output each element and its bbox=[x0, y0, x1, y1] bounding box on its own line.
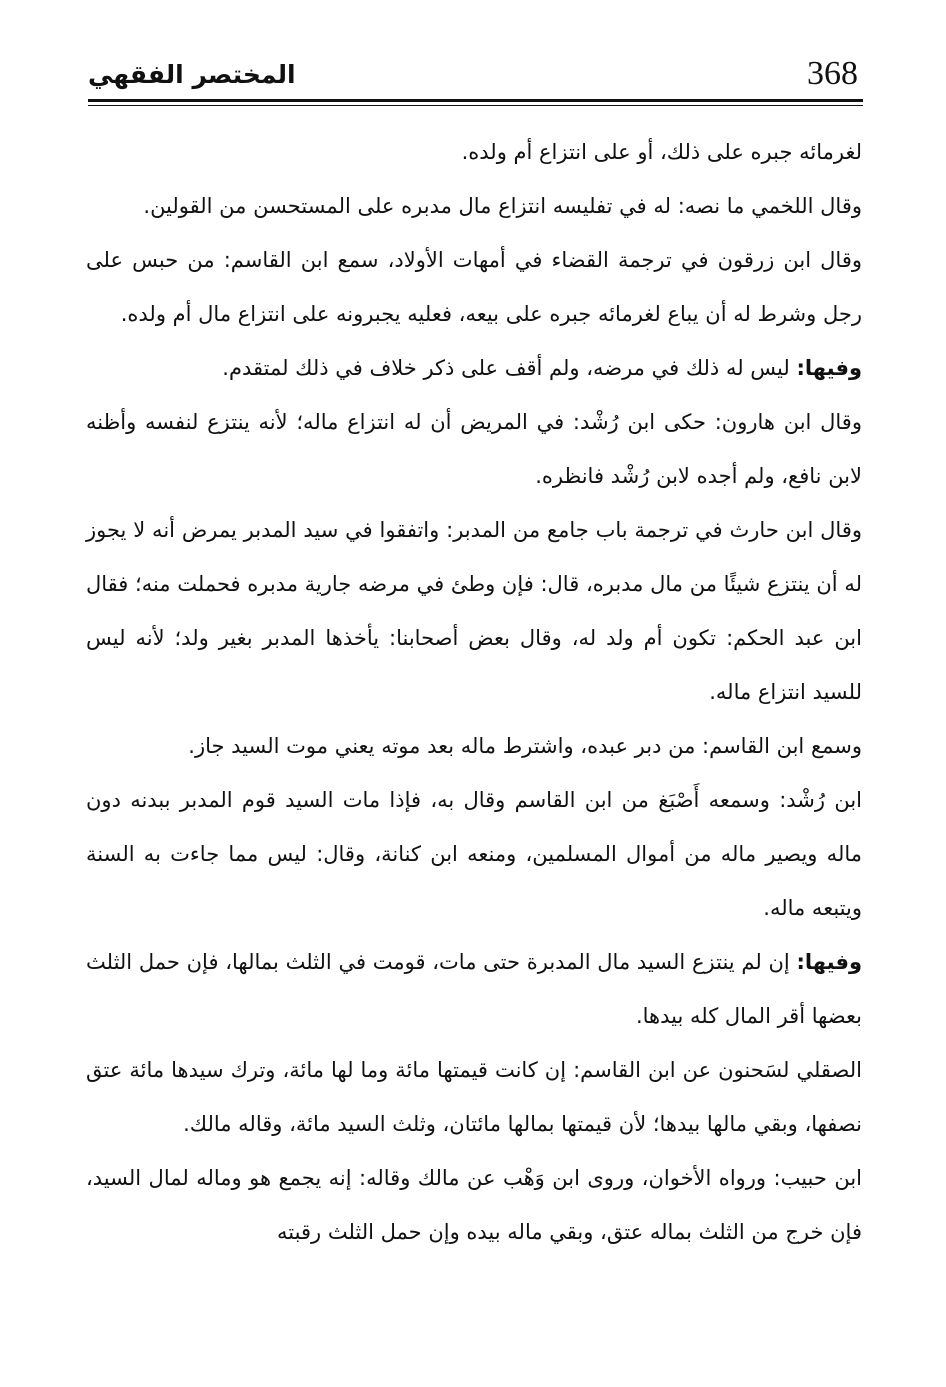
paragraph bbox=[86, 773, 862, 935]
paragraph-text: لغرمائه جبره على ذلك، أو على انتزاع أم ولده. bbox=[461, 140, 862, 164]
paragraph-lead: وفيها: bbox=[796, 950, 862, 974]
paragraph bbox=[86, 503, 862, 719]
header-rule-thick bbox=[88, 99, 863, 102]
paragraph bbox=[86, 1043, 862, 1151]
page-number: 368 bbox=[807, 55, 858, 92]
paragraph-text: الصقلي لسَحنون عن ابن القاسم: إن كانت قيمتها مائة وما لها مائة، وترك سيدها مائة عتق نصفها، وبقي مالها بيدها؛ لأن قيمتها بمالها مائتان، وثلث السيد مائة، وقاله مالك. bbox=[86, 1058, 862, 1136]
paragraph bbox=[86, 395, 862, 503]
paragraph bbox=[86, 341, 862, 395]
paragraph-text: ابن حبيب: ورواه الأخوان، وروى ابن وَهْب عن مالك وقاله: إنه يجمع هو وماله لمال السيد، فإن خرج من الثلث بماله عتق، وبقي ماله بيده وإن حمل الثلث رقبته bbox=[86, 1166, 862, 1244]
paragraph-text: وقال ابن زرقون في ترجمة القضاء في أمهات الأولاد، سمع ابن القاسم: من حبس على رجل وشرط له أن يباع لغرمائه جبره على بيعه، فعليه يجبرونه على انتزاع مال أم ولده. bbox=[86, 248, 862, 326]
paragraph-text: وقال ابن هارون: حكى ابن رُشْد: في المريض أن له انتزاع ماله؛ لأنه ينتزع لنفسه وأظنه لابن نافع، ولم أجده لابن رُشْد فانظره. bbox=[86, 410, 862, 488]
paragraph bbox=[86, 935, 862, 1043]
paragraph-text: ليس له ذلك في مرضه، ولم أقف على ذكر خلاف في ذلك لمتقدم. bbox=[222, 356, 797, 380]
running-title: المختصر الفقهي bbox=[88, 60, 296, 89]
paragraph-text: وقال ابن حارث في ترجمة باب جامع من المدبر: واتفقوا في سيد المدبر يمرض أنه لا يجوز له أن ينتزع شيئًا من مال مدبره، قال: فإن وطئ في مرضه جارية مدبره فحملت منه؛ فقال ابن عبد الحكم: تكون أم ولد له، وقال بعض أصحابنا: يأخذها المدبر بغير ولد؛ لأنه ليس للسيد انتزاع ماله. bbox=[86, 518, 862, 704]
paragraph-text: ابن رُشْد: وسمعه أَصْبَغ من ابن القاسم وقال به، فإذا مات السيد قوم المدبر ببدنه دون ماله ويصير ماله من أموال المسلمين، ومنعه ابن كنانة، وقال: ليس مما جاءت به السنة ويتبعه ماله. bbox=[86, 788, 862, 920]
paragraph-text: إن لم ينتزع السيد مال المدبرة حتى مات، قومت في الثلث بمالها، فإن حمل الثلث بعضها أقر المال كله بيدها. bbox=[86, 950, 862, 1028]
paragraph bbox=[86, 179, 862, 233]
page-header bbox=[88, 50, 860, 98]
paragraph-text: وقال اللخمي ما نصه: له في تفليسه انتزاع مال مدبره على المستحسن من القولين. bbox=[143, 194, 862, 218]
body-text bbox=[86, 125, 862, 1259]
header-rule-thin bbox=[88, 105, 863, 106]
paragraph bbox=[86, 719, 862, 773]
paragraph bbox=[86, 233, 862, 341]
paragraph-text: وسمع ابن القاسم: من دبر عبده، واشترط ماله بعد موته يعني موت السيد جاز. bbox=[188, 734, 862, 758]
paragraph bbox=[86, 1151, 862, 1259]
paragraph bbox=[86, 125, 862, 179]
paragraph-lead: وفيها: bbox=[796, 356, 862, 380]
